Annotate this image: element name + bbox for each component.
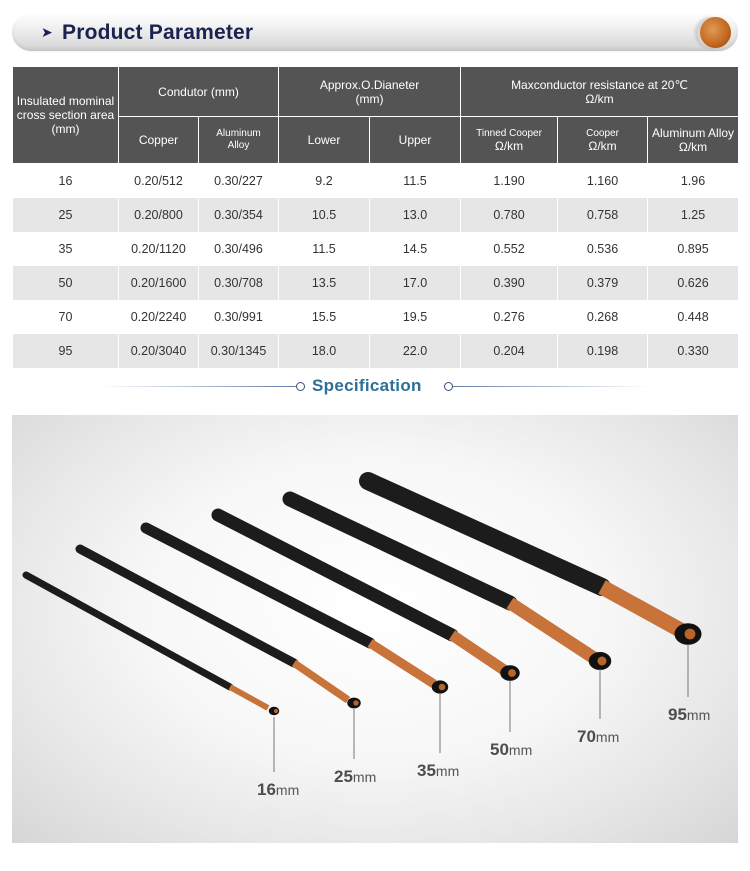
table-cell: 0.626 (648, 266, 739, 300)
header-resistance: Maxconductor resistance at 20℃ Ω/km (461, 67, 739, 117)
table-cell: 0.536 (558, 232, 648, 266)
cable-copper-35 (370, 643, 434, 684)
header-tinned-cooper: Tinned Cooper Ω/km (461, 117, 558, 164)
divider-left (100, 386, 296, 387)
table-cell: 13.5 (279, 266, 370, 300)
table-cell: 0.895 (648, 232, 739, 266)
cable-core-16 (274, 709, 278, 713)
cable-core-35 (439, 684, 446, 691)
header-diameter: Approx.O.Dianeter (mm) (279, 67, 461, 117)
table-cell: 1.160 (558, 164, 648, 198)
table-cell: 22.0 (370, 334, 461, 368)
cable-core-95 (685, 629, 696, 640)
table-cell: 0.30/354 (199, 198, 279, 232)
table-cell: 0.20/3040 (119, 334, 199, 368)
cable-insulation-25 (80, 549, 294, 663)
table-cell: 17.0 (370, 266, 461, 300)
cable-copper-16 (230, 687, 268, 708)
header-banner (12, 13, 738, 51)
table-cell: 0.20/800 (119, 198, 199, 232)
cable-copper-25 (294, 663, 348, 700)
table-cell: 0.379 (558, 266, 648, 300)
table-cell: 11.5 (370, 164, 461, 198)
table-row (13, 198, 739, 232)
header-cross-section: Insulated mominal cross section area (mm) (13, 67, 119, 164)
cable-core-50 (508, 669, 516, 677)
table-cell: 14.5 (370, 232, 461, 266)
table-cell: 35 (13, 232, 119, 266)
parameter-table (12, 66, 739, 368)
table-cell: 0.20/2240 (119, 300, 199, 334)
table-cell: 15.5 (279, 300, 370, 334)
table-cell: 0.276 (461, 300, 558, 334)
cable-insulation-35 (146, 528, 370, 643)
table-cell: 0.780 (461, 198, 558, 232)
cable-size-unit: mm (508, 742, 533, 758)
cable-size-unit: mm (275, 782, 300, 798)
table-cell: 0.30/227 (199, 164, 279, 198)
cable-copper-50 (452, 635, 504, 670)
table-cell: 13.0 (370, 198, 461, 232)
cable-insulation-50 (218, 515, 452, 635)
cable-copper-70 (510, 603, 594, 658)
table-cell: 0.758 (558, 198, 648, 232)
table-cell: 0.552 (461, 232, 558, 266)
cable-size-label-35 (417, 761, 459, 781)
cable-size-label-50 (490, 740, 532, 760)
cable-size-label-95 (668, 705, 710, 725)
table-cell: 0.20/1120 (119, 232, 199, 266)
header-upper: Upper (370, 117, 461, 164)
cable-size-unit: mm (352, 769, 377, 785)
table-cell: 1.25 (648, 198, 739, 232)
arrow-icon: ➤ (41, 24, 53, 40)
table-cell: 70 (13, 300, 119, 334)
table-cell: 0.268 (558, 300, 648, 334)
table-cell: 1.96 (648, 164, 739, 198)
table-cell: 0.30/496 (199, 232, 279, 266)
table-row (13, 232, 739, 266)
table-cell: 1.190 (461, 164, 558, 198)
product-photo (12, 415, 738, 843)
table-cell: 19.5 (370, 300, 461, 334)
cable-size-value: 50 (490, 740, 509, 759)
table-cell: 10.5 (279, 198, 370, 232)
cable-core-25 (353, 700, 358, 705)
table-cell: 50 (13, 266, 119, 300)
cable-size-value: 70 (577, 727, 596, 746)
cable-size-value: 16 (257, 780, 276, 799)
divider-dot-left (296, 382, 305, 391)
header-lower: Lower (279, 117, 370, 164)
cable-end-icon (700, 17, 731, 48)
header-aluminum-alloy-resistance: Aluminum Alloy Ω/km (648, 117, 739, 164)
table-cell: 0.20/512 (119, 164, 199, 198)
table-row (13, 266, 739, 300)
table-cell: 0.30/1345 (199, 334, 279, 368)
table-cell: 0.30/708 (199, 266, 279, 300)
cable-size-value: 95 (668, 705, 687, 724)
cable-size-label-16 (257, 780, 299, 800)
header-cooper: Cooper Ω/km (558, 117, 648, 164)
table-cell: 0.448 (648, 300, 739, 334)
cable-size-value: 35 (417, 761, 436, 780)
cable-size-unit: mm (686, 707, 711, 723)
table-cell: 0.204 (461, 334, 558, 368)
cable-size-label-25 (334, 767, 376, 787)
table-cell: 0.198 (558, 334, 648, 368)
divider-right (453, 386, 649, 387)
table-row (13, 334, 739, 368)
table-cell: 25 (13, 198, 119, 232)
table-row (13, 300, 739, 334)
cable-insulation-16 (26, 575, 230, 687)
section-title-specification: Specification (312, 376, 422, 395)
table-cell: 0.330 (648, 334, 739, 368)
table-cell: 0.30/991 (199, 300, 279, 334)
table-cell: 95 (13, 334, 119, 368)
cable-size-label-70 (577, 727, 619, 747)
header-conductor: Condutor (mm) (119, 67, 279, 117)
table-cell: 16 (13, 164, 119, 198)
table-cell: 9.2 (279, 164, 370, 198)
cable-size-unit: mm (435, 763, 460, 779)
table-cell: 0.20/1600 (119, 266, 199, 300)
table-row (13, 164, 739, 198)
divider-dot-right (444, 382, 453, 391)
table-cell: 18.0 (279, 334, 370, 368)
cable-size-unit: mm (595, 729, 620, 745)
page-title: Product Parameter (62, 21, 254, 44)
cable-copper-95 (602, 587, 682, 631)
header-aluminum-alloy: Aluminum Alloy (199, 117, 279, 164)
table-cell: 0.390 (461, 266, 558, 300)
cable-insulation-95 (368, 481, 602, 587)
cable-core-70 (598, 657, 607, 666)
header-copper: Copper (119, 117, 199, 164)
table-cell: 11.5 (279, 232, 370, 266)
cable-insulation-70 (290, 499, 510, 603)
cable-size-value: 25 (334, 767, 353, 786)
